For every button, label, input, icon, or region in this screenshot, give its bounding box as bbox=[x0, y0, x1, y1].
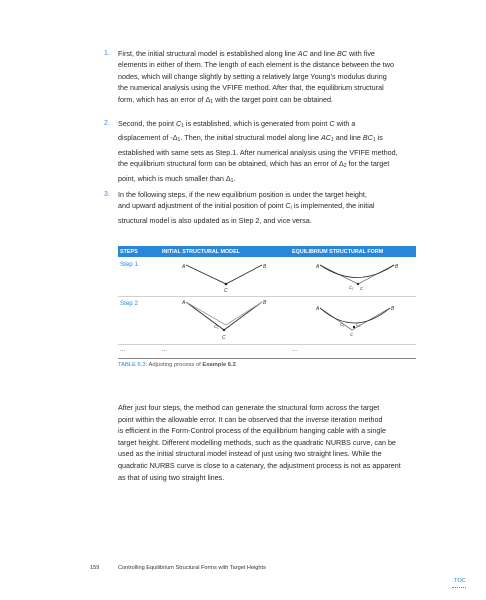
step-number: 1. bbox=[104, 50, 110, 57]
header-equilibrium-form: EQUILIBRIUM STRUCTURAL FORM bbox=[292, 249, 384, 255]
step-number: 3. bbox=[104, 191, 110, 198]
caption-tag: TABLE 6.3 bbox=[118, 362, 146, 368]
label-a: A bbox=[182, 264, 186, 270]
caption-example: Example 6.2 bbox=[202, 362, 236, 368]
label-c1: C₁ bbox=[340, 322, 345, 327]
label-a: A bbox=[316, 264, 320, 270]
step-line: elements in either of them. The length of each element is the distance between the two bbox=[118, 60, 394, 70]
step-line: displacement of $-\Delta_1$. Then, the initial structural model along line $AC_1$ and line $BC_1$ is bbox=[118, 133, 383, 144]
header-initial-model: INITIAL STRUCTURAL MODEL bbox=[162, 249, 240, 255]
node-c bbox=[357, 283, 359, 285]
label-c1: C₁ bbox=[214, 324, 219, 329]
step-text bbox=[118, 48, 418, 108]
paragraph-line: target height. Different modelling methods, such as the quadratic NURBS curve, can be bbox=[118, 437, 396, 447]
label-c: C bbox=[222, 335, 226, 341]
step-line: and upward adjustment of the initial position of point $C_i$ is implemented, the initial bbox=[118, 201, 375, 212]
node-c1 bbox=[223, 329, 225, 331]
row-label-step-1: Step 1 bbox=[120, 261, 138, 268]
step2-initial-diagram bbox=[186, 302, 262, 330]
step1-initial-diagram bbox=[186, 265, 262, 284]
step-1 bbox=[104, 48, 418, 108]
row-label-step-2: Step 2 bbox=[120, 300, 138, 307]
step-line: form, which has an error of $\Delta_1$ with the target point can be obtained. bbox=[118, 94, 333, 105]
member-ac bbox=[186, 265, 226, 284]
page-number: 159 bbox=[90, 565, 100, 571]
step-line: the numerical analysis using the VFIFE method. After that, the equilibrium structural bbox=[118, 83, 384, 93]
node-c bbox=[353, 326, 355, 328]
step-line: the equilibrium structural form can be obtained, which has an error of $\Delta_2$ for the target bbox=[118, 159, 390, 170]
step1-equilibrium-diagram bbox=[320, 265, 394, 284]
toc-underline bbox=[452, 587, 466, 588]
step-line: point, which is much smaller than $\Delta_1$. bbox=[118, 173, 236, 184]
ellipsis-initial: ... bbox=[162, 347, 168, 353]
step-line: First, the initial structural model is established along line AC and line BC with five bbox=[118, 49, 375, 58]
label-b: B bbox=[395, 264, 399, 270]
label-b: B bbox=[263, 264, 267, 270]
step-line: Second, the point $C_1$ is established, which is generated from point C with a bbox=[118, 119, 356, 129]
label-c2: C₂ bbox=[356, 322, 361, 327]
table-caption bbox=[118, 362, 237, 368]
caption-text: Adjusting process of bbox=[147, 362, 203, 368]
step-line: nodes, which will change slightly by setting a relatively large Young’s modulus during bbox=[118, 71, 387, 81]
paragraph-line: is efficient in the Form-Control process of the equilibrium hanging cable with a single bbox=[118, 426, 386, 436]
label-c: C bbox=[360, 286, 364, 291]
label-b: B bbox=[391, 306, 395, 312]
paragraph-line: point within the allowable error. It can be observed that the inverse iteration method bbox=[118, 414, 383, 424]
ellipsis-equilibrium: ... bbox=[292, 347, 298, 353]
caption-end: . bbox=[235, 362, 238, 368]
adjustment-table bbox=[118, 246, 416, 353]
label-a: A bbox=[316, 306, 320, 312]
paragraph-line: quadratic NURBS curve is close to a catenary, the adjustment process is not as apparent bbox=[118, 460, 401, 470]
paragraph-line: used as the initial structural model instead of just using two straight lines. While the bbox=[118, 449, 382, 459]
label-b: B bbox=[263, 300, 267, 306]
label-c: C bbox=[350, 332, 354, 337]
step-number: 2. bbox=[104, 120, 110, 127]
step-line: structural model is also updated as in Step 2, and vice versa. bbox=[118, 215, 312, 225]
caption-separator: : bbox=[145, 362, 148, 368]
node-c bbox=[225, 283, 228, 286]
toc-link[interactable]: TOC bbox=[454, 578, 466, 584]
step-text bbox=[118, 118, 418, 187]
member-bc1 bbox=[224, 302, 262, 330]
step-text bbox=[118, 189, 418, 226]
step-line: established with same sets as Step.1. After numerical analysis using the VFIFE method, bbox=[118, 147, 398, 157]
member-bc bbox=[226, 302, 262, 325]
step-2 bbox=[104, 118, 418, 187]
table-figures bbox=[118, 246, 416, 356]
equilibrium-curve bbox=[320, 265, 394, 278]
header-steps: STEPS bbox=[120, 249, 138, 255]
step-line: In the following steps, if the new equilibrium position is under the target height, bbox=[118, 190, 367, 199]
ellipsis-steps: ... bbox=[120, 347, 126, 353]
label-a: A bbox=[182, 300, 186, 306]
label-c1: C₁ bbox=[349, 285, 354, 290]
table-bottom-rule bbox=[118, 358, 416, 359]
paragraph-line: After just four steps, the method can generate the structural form across the target bbox=[118, 403, 380, 412]
member-bc bbox=[226, 265, 262, 284]
running-title: Controlling Equilibrium Structural Forms with Target Heights bbox=[118, 565, 266, 571]
equilibrium-curve bbox=[320, 308, 390, 323]
paragraph-line: as that of using two straight lines. bbox=[118, 472, 225, 482]
member-ac bbox=[186, 302, 226, 325]
body-paragraph bbox=[118, 402, 418, 483]
label-c: C bbox=[224, 288, 228, 294]
step-3 bbox=[104, 189, 418, 226]
